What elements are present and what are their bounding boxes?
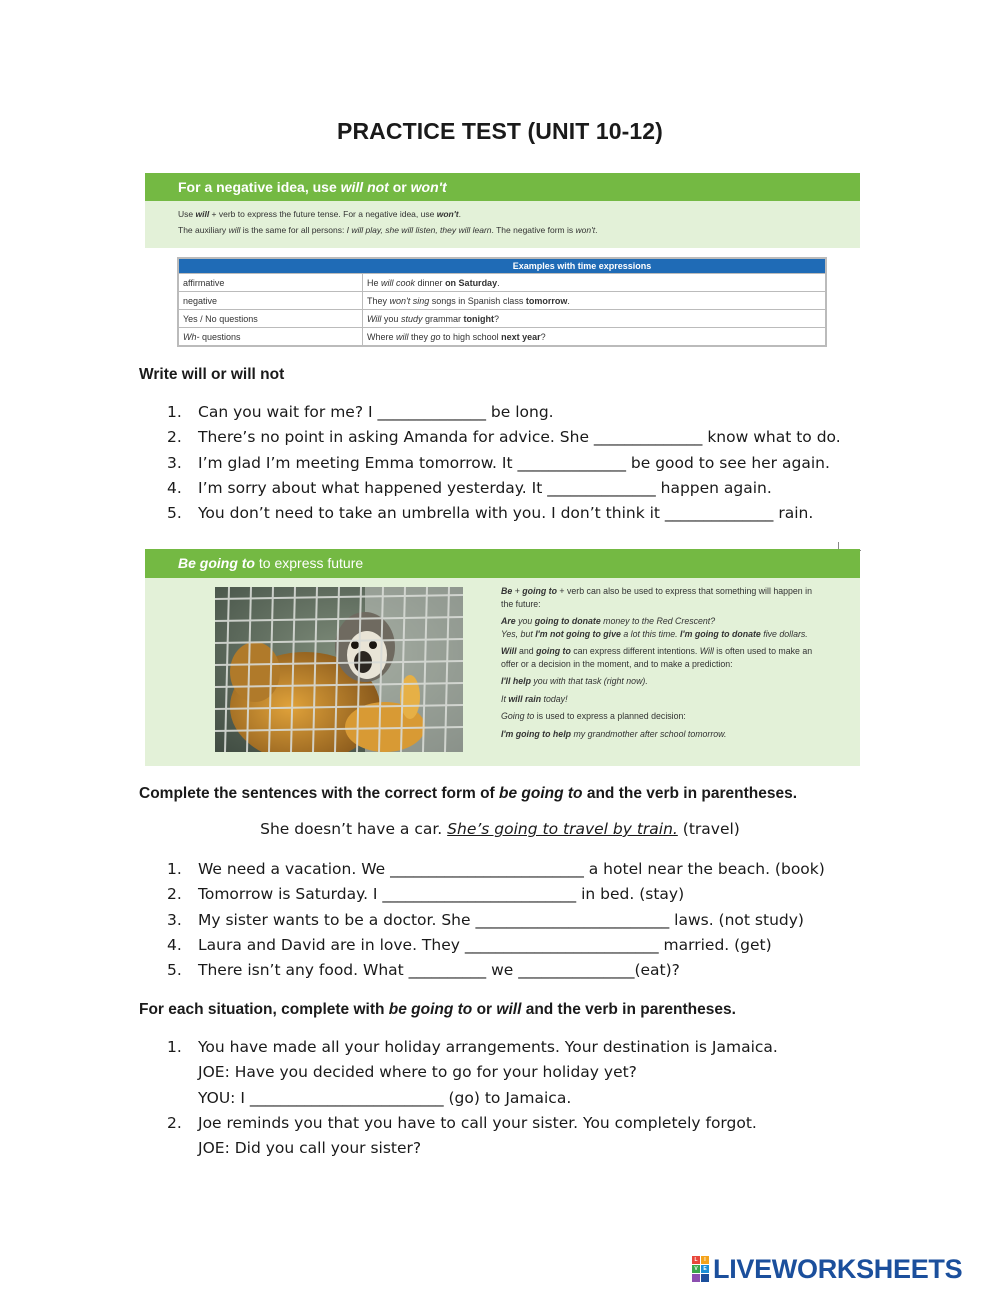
list-item[interactable]: 3. I’m glad I’m meeting Emma tomorrow. It ______________ be good to see her again. xyxy=(167,453,830,472)
liveworksheets-logo xyxy=(692,1255,962,1283)
section-1-list xyxy=(167,400,841,526)
list-item[interactable]: 2. Joe reminds you that you have to call your sister. You completely forgot. xyxy=(167,1113,757,1132)
dialogue-line: JOE: Did you call your sister? xyxy=(198,1139,422,1158)
list-item[interactable]: 1. Can you wait for me? I ______________ be long. xyxy=(167,403,554,421)
logo-blocks-icon: L I V E xyxy=(692,1256,709,1282)
list-item[interactable]: 1. We need a vacation. We _________________________ a hotel near the beach. (book) xyxy=(167,860,825,878)
grammar-rule-line-2: The auxiliary will is the same for all persons: I will play, she will listen, they will learn. The negative form is won't. xyxy=(178,225,598,235)
page-title: PRACTICE TEST (UNIT 10-12) xyxy=(337,118,663,144)
table-row: Wh- questions Where will they go to high school next year? xyxy=(178,328,826,347)
grammar-explanation: Be + going to + verb can also be used to express that something will happen in the future: Are you going to donate money to the Red Crescent? Yes, but I'm not going to give a lot this time. I'm going to donate five dollars. Will and going to can express different intentions. Will is often used to make an offer or a decision in the moment, and to make a prediction: I'll help you with that task (right now). It will rain today! Going to is used to express a planned decision: I'm going to help my grandmother after school tomorrow. xyxy=(501,586,813,739)
logo-text: LIVEWORKSHEETS xyxy=(713,1253,963,1284)
section-2-list xyxy=(167,857,825,983)
grammar-box-will xyxy=(145,173,860,248)
table-row: affirmative He will cook dinner on Saturday. xyxy=(178,274,826,292)
list-item[interactable]: 2. There’s no point in asking Amanda for advice. She ______________ know what to do. xyxy=(167,428,841,447)
section-3-title: For each situation, complete with be going to or will and the verb in parentheses. xyxy=(139,1001,736,1018)
list-item[interactable]: 5. You don’t need to take an umbrella with you. I don’t think it ______________ rain. xyxy=(167,504,814,523)
list-item[interactable]: 2. Tomorrow is Saturday. I _________________________ in bed. (stay) xyxy=(167,885,685,904)
answer-line[interactable]: YOU: I _________________________ (go) to Jamaica. xyxy=(198,1088,572,1107)
grammar-box-going-to xyxy=(145,549,860,766)
grammar-rule-line-1: Use will + verb to express the future tense. For a negative idea, use won't. xyxy=(178,209,461,219)
monkey-behind-fence-photo xyxy=(215,587,463,752)
list-item[interactable]: 5. There isn’t any food. What __________ we _______________(eat)? xyxy=(167,961,680,980)
examples-table xyxy=(177,257,827,347)
grammar-box-header: For a negative idea, use will not or won't xyxy=(145,173,860,201)
example-sentence: She doesn’t have a car. She’s going to travel by train. (travel) xyxy=(260,820,740,838)
section-1-title: Write will or will not xyxy=(139,366,285,383)
dialogue-line: JOE: Have you decided where to go for your holiday yet? xyxy=(198,1063,637,1082)
list-item[interactable]: 4. I’m sorry about what happened yesterday. It ______________ happen again. xyxy=(167,478,772,497)
table-row: negative They won't sing songs in Spanish class tomorrow. xyxy=(178,292,826,310)
table-header: Examples with time expressions xyxy=(178,258,826,274)
section-3-list xyxy=(167,1035,778,1161)
table-row: Yes / No questions Will you study grammar tonight? xyxy=(178,310,826,328)
section-2-title: Complete the sentences with the correct form of be going to and the verb in parentheses. xyxy=(139,785,798,802)
list-item[interactable]: 3. My sister wants to be a doctor. She _________________________ laws. (not study) xyxy=(167,910,804,929)
list-item[interactable]: 4. Laura and David are in love. They _________________________ married. (get) xyxy=(167,935,772,954)
grammar-box-header: Be going to to express future xyxy=(145,549,860,578)
list-item[interactable]: 1. You have made all your holiday arrangements. Your destination is Jamaica. xyxy=(167,1038,778,1056)
